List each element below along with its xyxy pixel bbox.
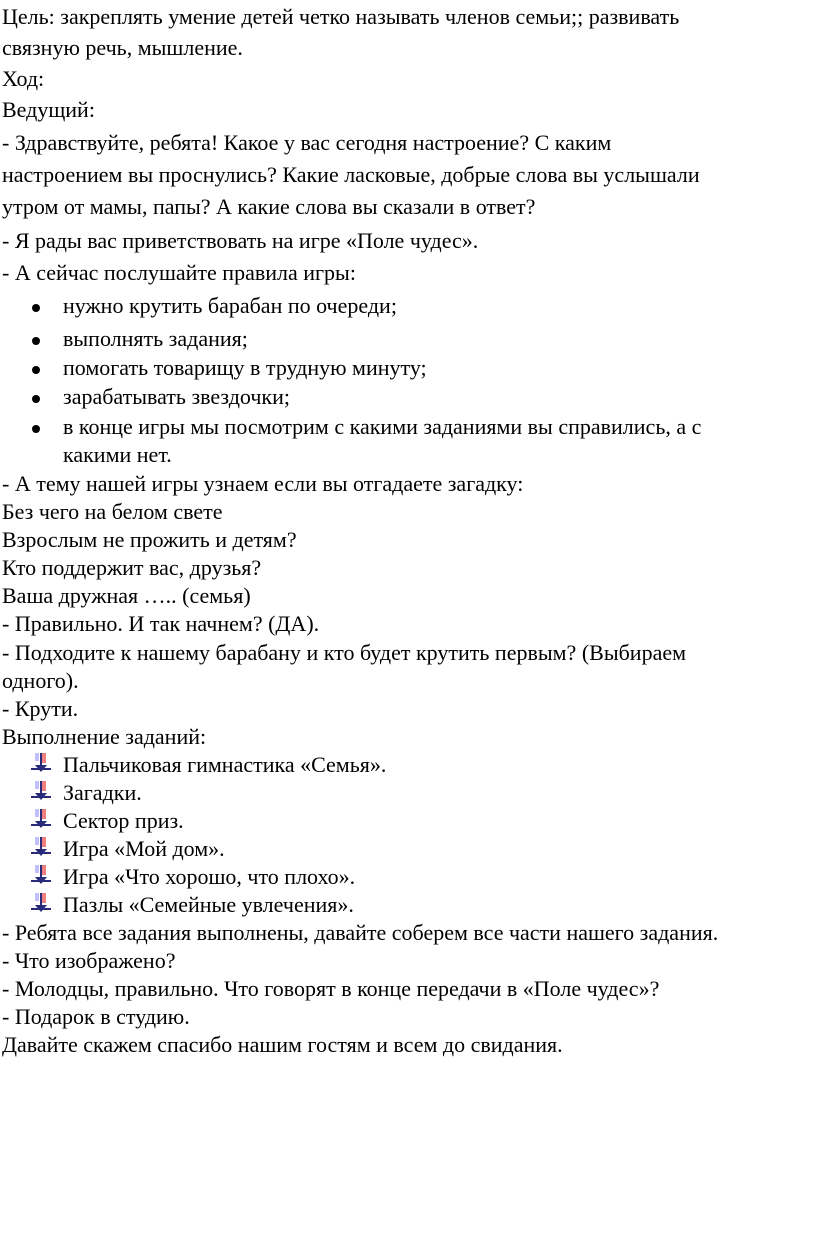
text-line: - Что изображено? <box>2 948 176 973</box>
text-line: настроением вы проснулись? Какие ласковые, добрые слова вы услышали <box>2 162 700 187</box>
bullet-icon <box>32 366 40 374</box>
riddle-line: Взрослым не прожить и детям? <box>2 527 297 552</box>
section-heading: Ход: <box>2 66 45 91</box>
text-line: - Молодцы, правильно. Что говорят в конце передачи в «Поле чудес»? <box>2 976 660 1001</box>
text-line: - Я рады вас приветствовать на игре «Поле чудес». <box>2 228 479 253</box>
text-line: утром от мамы, папы? А какие слова вы сказали в ответ? <box>2 194 536 219</box>
list-item-continuation: какими нет. <box>63 442 172 467</box>
text-line: - А тему нашей игры узнаем если вы отгадаете загадку: <box>2 471 524 496</box>
arrow-bullet-icon <box>30 779 52 801</box>
list-item: зарабатывать звездочки; <box>63 384 290 409</box>
text-line: Давайте скажем спасибо нашим гостям и всем до свидания. <box>2 1032 563 1057</box>
riddle-line: Кто поддержит вас, друзья? <box>2 555 262 580</box>
text-line: - Подходите к нашему барабану и кто будет крутить первым? (Выбираем <box>2 640 687 665</box>
arrow-bullet-icon <box>30 807 52 829</box>
text-line: - Крути. <box>2 696 79 721</box>
arrow-bullet-icon <box>30 835 52 857</box>
arrow-bullet-icon <box>30 891 52 913</box>
arrow-bullet-icon <box>30 751 52 773</box>
text-line: - А сейчас послушайте правила игры: <box>2 260 356 285</box>
list-item: Пазлы «Семейные увлечения». <box>63 892 354 917</box>
section-heading: Выполнение заданий: <box>2 724 207 749</box>
bullet-icon <box>32 425 40 433</box>
text-line: Цель: закреплять умение детей четко называть членов семьи;; развивать <box>2 4 680 29</box>
text-line: - Здравствуйте, ребята! Какое у вас сегодня настроение? С каким <box>2 130 612 155</box>
list-item: Пальчиковая гимнастика «Семья». <box>63 752 387 777</box>
bullet-icon <box>32 337 40 345</box>
bullet-icon <box>32 395 40 403</box>
list-item: помогать товарищу в трудную минуту; <box>63 355 427 380</box>
list-item: Игра «Мой дом». <box>63 836 225 861</box>
list-item: в конце игры мы посмотрим с какими заданиями вы справились, а с <box>63 414 702 439</box>
list-item: Игра «Что хорошо, что плохо». <box>63 864 356 889</box>
speaker-label: Ведущий: <box>2 97 95 122</box>
arrow-bullet-icon <box>30 863 52 885</box>
text-line: - Подарок в студию. <box>2 1004 190 1029</box>
text-line: - Ребята все задания выполнены, давайте соберем все части нашего задания. <box>2 920 719 945</box>
bullet-icon <box>32 304 40 312</box>
list-item: Загадки. <box>63 780 142 805</box>
riddle-line: Без чего на белом свете <box>2 499 223 524</box>
riddle-line: Ваша дружная ….. (семья) <box>2 583 251 608</box>
list-item: выполнять задания; <box>63 326 248 351</box>
text-line: связную речь, мышление. <box>2 35 243 60</box>
list-item: нужно крутить барабан по очереди; <box>63 293 397 318</box>
text-line: одного). <box>2 668 79 693</box>
list-item: Сектор приз. <box>63 808 184 833</box>
text-line: - Правильно. И так начнем? (ДА). <box>2 611 320 636</box>
